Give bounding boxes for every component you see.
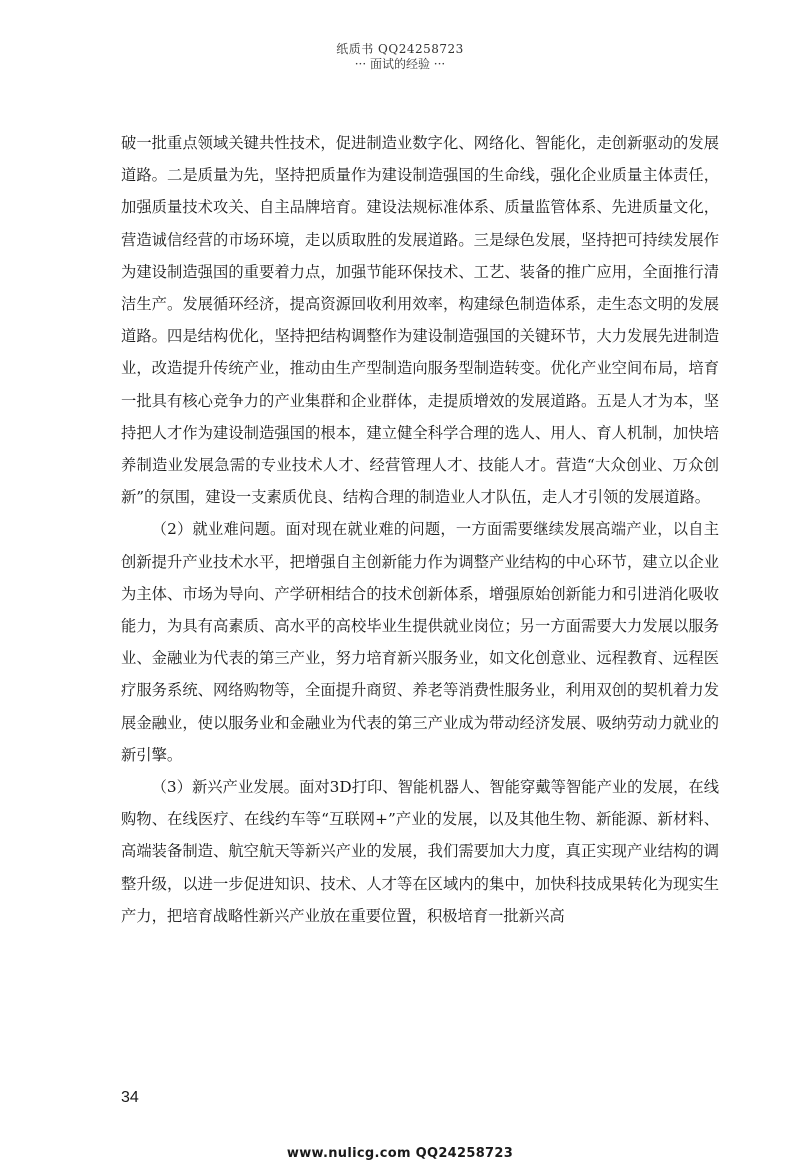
paragraph: （3）新兴产业发展。面对3D打印、智能机器人、智能穿戴等智能产业的发展，在线购物、在线医疗、在线约车等“互联网+”产业的发展，以及其他生物、新能源、新材料、高端装备制造、航空航天等新兴产业的发展，我们需要加大力度，真正实现产业结构的调整升级，以进一步促进知识、技术、人才等在区域内的集中，加快科技成果转化为现实生产力，把培育战略性新兴产业放在重要位置，积极培育一批新兴高: [121, 778, 719, 925]
footer-watermark: www.nulicg.com QQ24258723: [286, 1146, 514, 1161]
paragraph: 破一批重点领域关键共性技术，促进制造业数字化、网络化、智能化，走创新驱动的发展道路。二是质量为先，坚持把质量作为建设制造强国的生命线，强化企业质量主体责任，加强质量技术攻关、自主品牌培育。建设法规标准体系、质量监管体系、先进质量文化，营造诚信经营的市场环境，走以质取胜的发展道路。三是绿色发展，坚持把可持续发展作为建设制造强国的重要着力点，加强节能环保技术、工艺、装备的推广应用，全面推行清洁生产。发展循环经济，提高资源回收利用效率，构建绿色制造体系，走生态文明的发展道路。四是结构优化，坚持把结构调整作为建设制造强国的关键环节，大力发展先进制造业，改造提升传统产业，推动由生产型制造向服务型制造转变。优化产业空间布局，培育一批具有核心竞争力的产业集群和企业群体，走提质增效的发展道路。五是人才为本，坚持把人才作为建设制造强国的根本，建立健全科学合理的选人、用人、育人机制，加快培养制造业发展急需的专业技术人才、经营管理人才、技能人才。营造“大众创业、万众创新”的氛围，建设一支素质优良、结构合理的制造业人才队伍，走人才引领的发展道路。: [121, 134, 719, 507]
header-watermark-line: 纸质书 QQ24258723: [336, 42, 464, 56]
chapter-title: ··· 面试的经验 ···: [354, 57, 446, 71]
body-text: [121, 127, 719, 932]
page-number: 34: [121, 1089, 139, 1106]
paragraph: （2）就业难问题。面对现在就业难的问题，一方面需要继续发展高端产业，以自主创新提升产业技术水平，把增强自主创新能力作为调整产业结构的中心环节，建立以企业为主体、市场为导向、产学研相结合的技术创新体系，增强原始创新能力和引进消化吸收能力，为具有高素质、高水平的高校毕业生提供就业岗位；另一方面需要大力发展以服务业、金融业为代表的第三产业，努力培育新兴服务业，如文化创意业、远程教育、远程医疗服务系统、网络购物等，全面提升商贸、养老等消费性服务业，利用双创的契机着力发展金融业，使以服务业和金融业为代表的第三产业成为带动经济发展、吸纳劳动力就业的新引擎。: [121, 520, 719, 764]
